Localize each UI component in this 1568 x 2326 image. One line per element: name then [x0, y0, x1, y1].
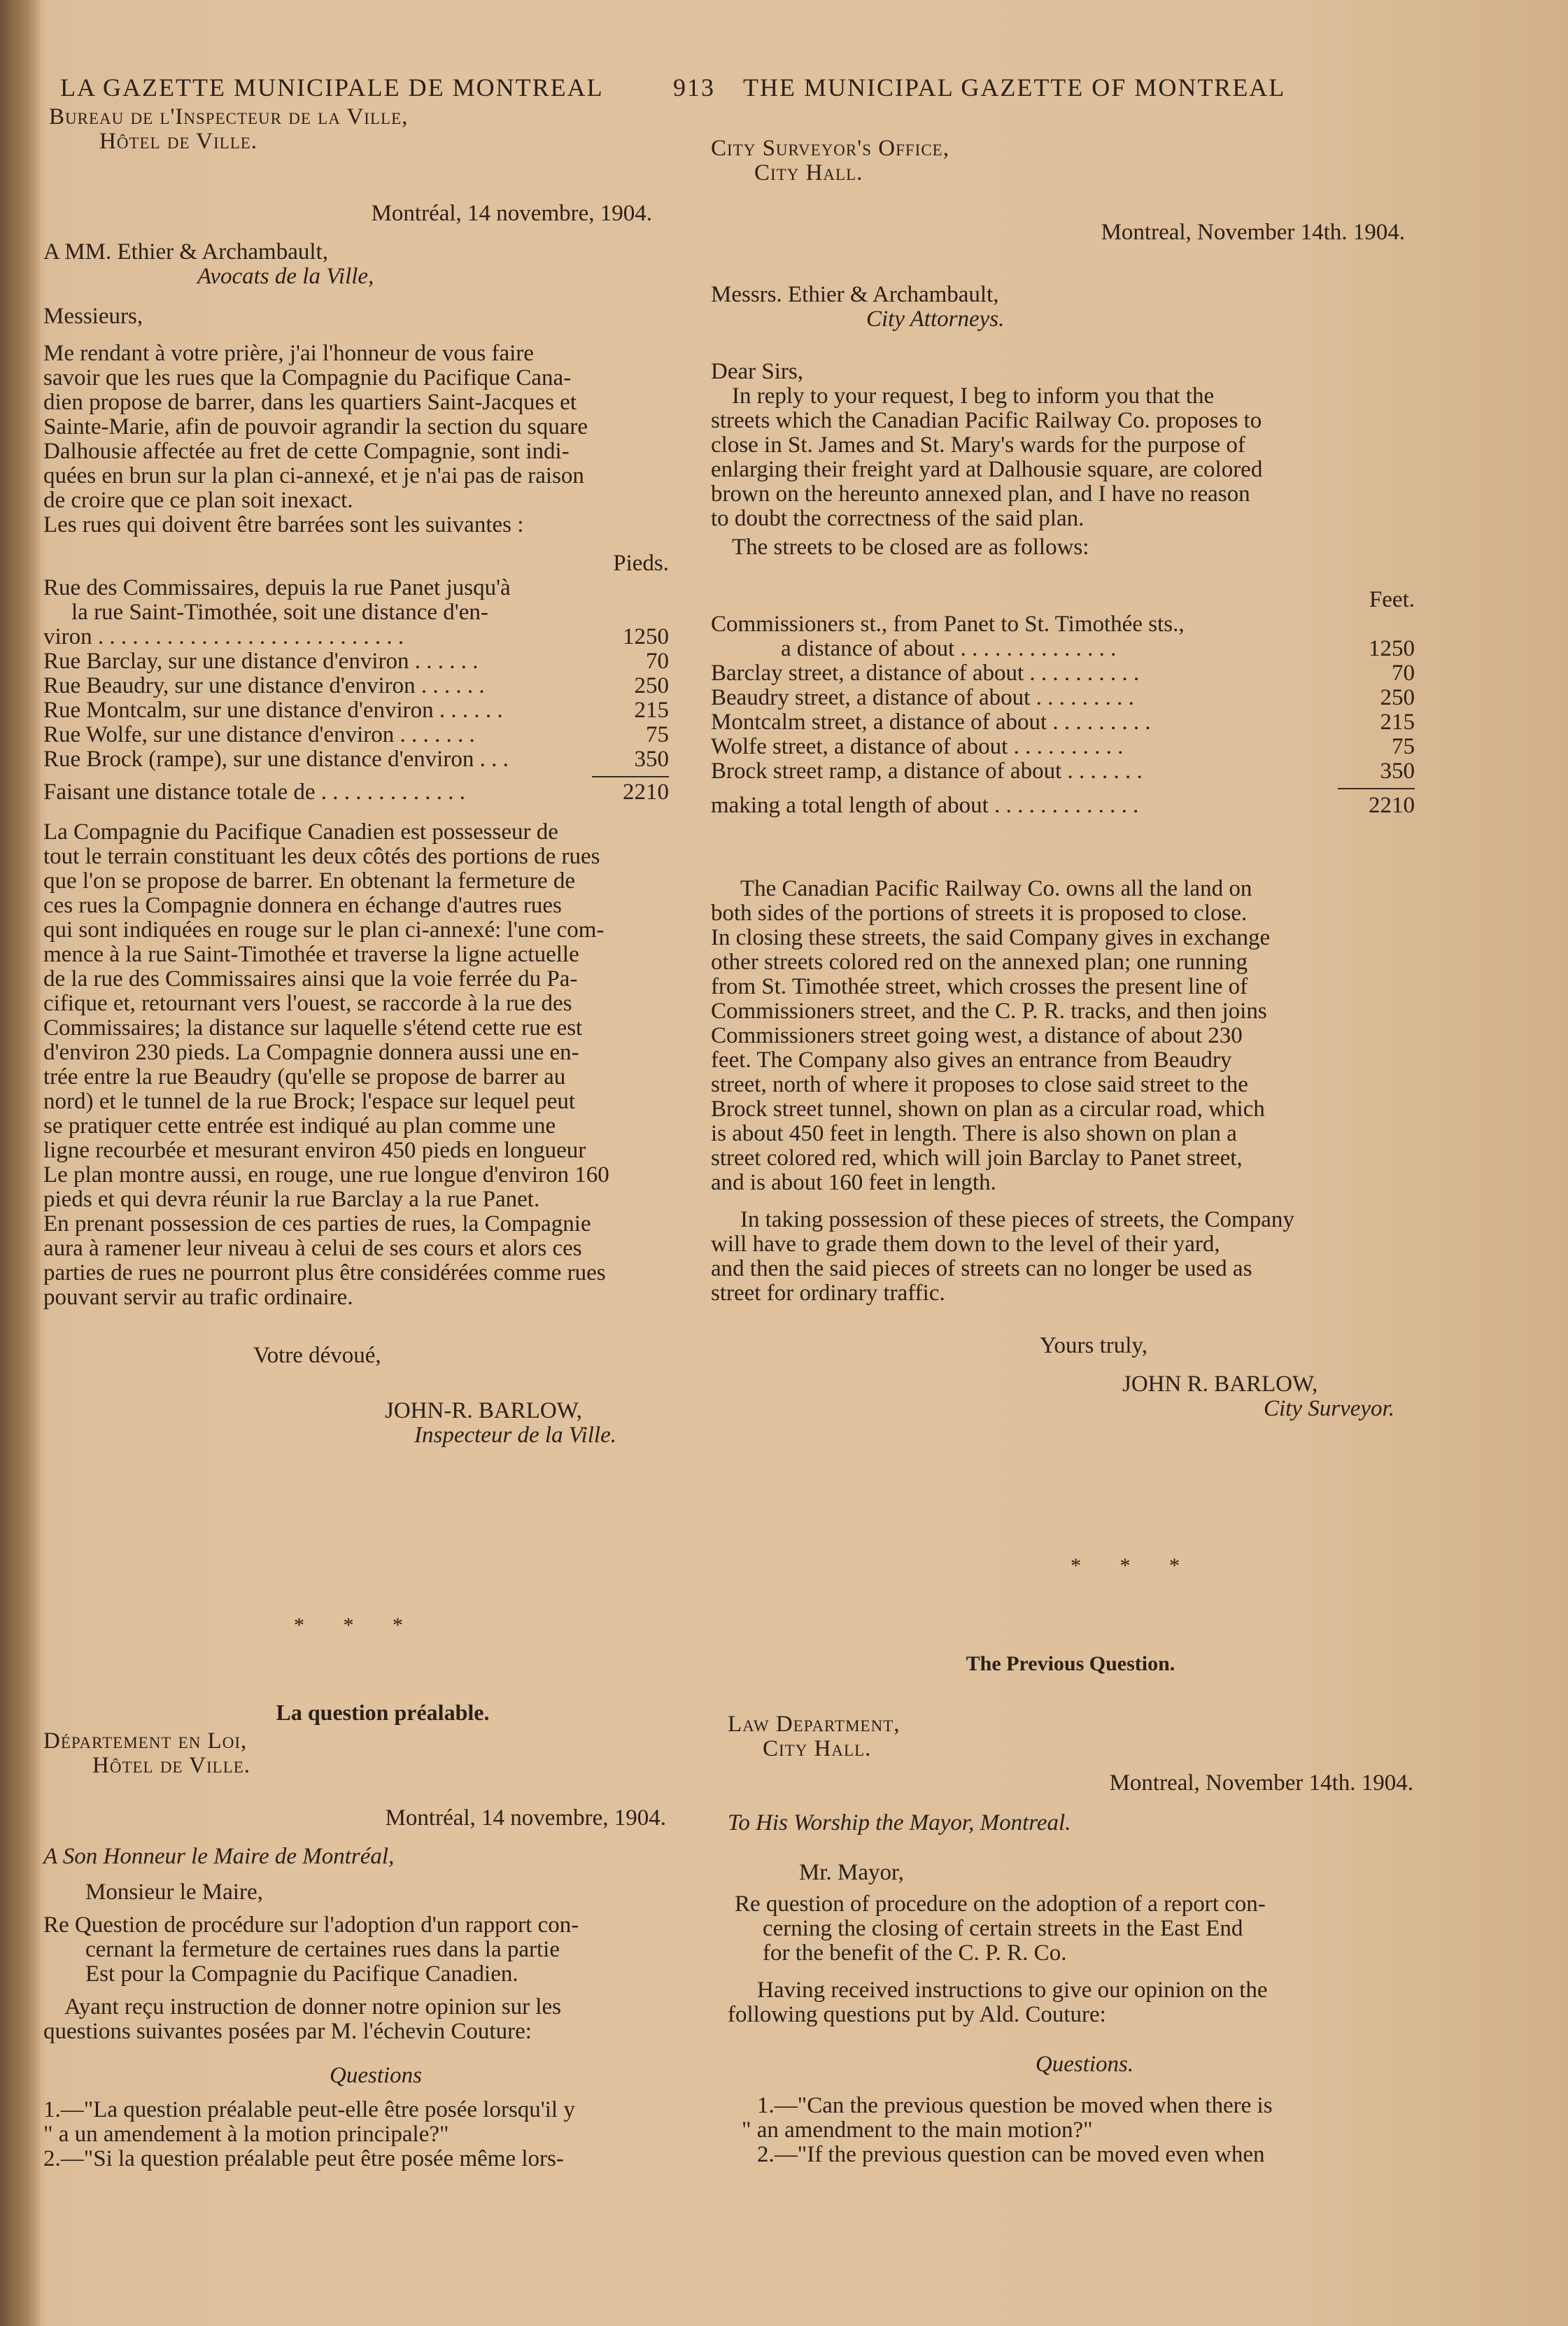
street-label: Rue Beaudry, sur une distance d'environ . . . . . .	[43, 673, 485, 698]
street-label: Wolfe street, a distance of about . . . . . . . . . .	[711, 734, 1124, 759]
text-line: street colored red, which will join Barclay to Panet street,	[711, 1146, 1243, 1171]
text-line: mence à la rue Saint-Timothée et traverse la ligne actuelle	[43, 942, 579, 967]
text-line: In taking possession of these pieces of streets, the Company	[740, 1207, 1294, 1232]
text-line: Commissioners street, and the C. P. R. tracks, and then joins	[711, 999, 1267, 1024]
text-line: Having received instructions to give our opinion on the	[757, 1978, 1268, 2003]
text-line: d'environ 230 pieds. La Compagnie donnera aussi une en-	[43, 1040, 579, 1065]
text-line: close in St. James and St. Mary's wards for the purpose of	[711, 432, 1245, 458]
street-label: Rue Wolfe, sur une distance d'environ . . . . . . .	[43, 722, 475, 747]
text-line: feet. The Company also gives an entrance from Beaudry	[711, 1048, 1232, 1073]
fr-question-salutation: Monsieur le Maire,	[85, 1880, 263, 1905]
text-line: Les rues qui doivent être barrées sont les suivantes :	[43, 512, 524, 537]
header-left: LA GAZETTE MUNICIPALE DE MONTREAL	[60, 73, 604, 101]
text-line: trée entre la rue Beaudry (qu'elle se propose de barrer au	[43, 1064, 566, 1090]
en-question-salutation: Mr. Mayor,	[799, 1860, 904, 1885]
fr-question	[43, 1700, 708, 2171]
street-distance: 75	[646, 722, 669, 747]
text-line: other streets colored red on the annexed plan; one running	[711, 950, 1248, 975]
text-line: cerning the closing of certain streets in the East End	[763, 1916, 1243, 1941]
text-line: and is about 160 feet in length.	[711, 1170, 996, 1195]
street-distance: 250	[1380, 685, 1415, 710]
text-line: for the benefit of the C. P. R. Co.	[763, 1940, 1067, 1966]
text-line: both sides of the portions of streets it is proposed to close.	[711, 901, 1248, 926]
fr-office-line: Hôtel de Ville.	[99, 129, 258, 154]
text-line: aura à ramener leur niveau à celui de ses cours et alors ces	[43, 1236, 582, 1261]
header-right: THE MUNICIPAL GAZETTE OF MONTREAL	[743, 73, 1286, 101]
text-line: En prenant possession de ces parties de rues, la Compagnie	[43, 1211, 591, 1236]
street-label: la rue Saint-Timothée, soit une distance d'en-	[71, 600, 488, 625]
text-line: Commissioners street going west, a distance of about 230	[711, 1023, 1243, 1048]
fr-questions-heading: Questions	[330, 2063, 422, 2088]
street-label: a distance of about . . . . . . . . . . . . . .	[781, 636, 1117, 661]
en-body2	[711, 877, 1422, 1195]
text-line: cernant la fermeture de certaines rues dans la partie	[85, 1937, 560, 1962]
text-line: enlarging their freight yard at Dalhousie square, are colored	[711, 457, 1263, 482]
en-unit: Feet.	[1369, 587, 1415, 612]
text-line: savoir que les rues que la Compagnie du Pacifique Cana-	[43, 365, 572, 390]
street-distance: 350	[634, 747, 669, 772]
en-question-office: Law Department,	[728, 1712, 900, 1737]
fr-question-heading: La question préalable.	[276, 1700, 490, 1725]
street-label: Commissioners st., from Panet to St. Timothée sts.,	[711, 612, 1185, 637]
en-question-date: Montreal, November 14th. 1904.	[1109, 1770, 1413, 1796]
text-line: se pratiquer cette entrée est indiqué au plan comme une	[43, 1113, 556, 1139]
text-line: and then the said pieces of streets can no longer be used as	[711, 1256, 1252, 1281]
en-addressee: Messrs. Ethier & Archambault,	[711, 282, 999, 307]
text-line: tout le terrain constituant les deux côtés des portions de rues	[43, 844, 600, 869]
fr-question-office: Hôtel de Ville.	[92, 1753, 251, 1778]
question-line: 2.—"If the previous question can be moved even when	[757, 2142, 1265, 2167]
fr-addressee-title: Avocats de la Ville,	[197, 264, 374, 289]
en-body3	[711, 1208, 1422, 1306]
street-distance: 75	[1392, 734, 1415, 759]
text-line: brown on the hereunto annexed plan, and I have no reason	[711, 481, 1250, 507]
separator: * * *	[294, 1614, 420, 1637]
fr-question-addressee: A Son Honneur le Maire de Montréal,	[43, 1844, 395, 1869]
en-closing: Yours truly,	[1040, 1333, 1148, 1358]
en-question-addressee: To His Worship the Mayor, Montreal.	[728, 1810, 1071, 1835]
street-distance: 250	[634, 673, 669, 698]
street-label: Beaudry street, a distance of about . . . . . . . . .	[711, 685, 1134, 710]
page-binding	[0, 0, 41, 2326]
text-line: que l'on se propose de barrer. En obtenant la fermeture de	[43, 868, 576, 894]
page-number: 913	[673, 73, 715, 101]
text-line: ces rues la Compagnie donnera en échange d'autres rues	[43, 893, 562, 918]
text-line: ligne recourbée et mesurant environ 450 pieds en longueur	[43, 1138, 586, 1163]
en-letter	[711, 136, 1422, 1421]
fr-date: Montréal, 14 novembre, 1904.	[371, 201, 652, 226]
fr-question-office: Département en Loi,	[43, 1728, 248, 1754]
text-line: de croire que ce plan soit inexact.	[43, 488, 353, 513]
text-line: Sainte-Marie, afin de pouvoir agrandir la section du square	[43, 414, 588, 439]
text-line: de la rue des Commissaires ainsi que la voie ferrée du Pa-	[43, 966, 578, 992]
text-line: pieds et qui devra réunir la rue Barclay a la rue Panet.	[43, 1187, 540, 1212]
text-line: questions suivantes posées par M. l'échevin Couture:	[43, 2019, 532, 2044]
fr-salutation: Messieurs,	[43, 304, 143, 329]
fr-signature: JOHN-R. BARLOW,	[385, 1398, 583, 1423]
fr-street-list	[43, 576, 680, 805]
fr-signature-title: Inspecteur de la Ville.	[414, 1423, 616, 1448]
question-line: " a un amendement à la motion principale?"	[43, 2122, 449, 2147]
fr-addressee: A MM. Ethier & Archambault,	[43, 239, 328, 265]
street-label: Rue des Commissaires, depuis la rue Panet jusqu'à	[43, 575, 511, 600]
text-line: quées en brun sur la plan ci-annexé, et je n'ai pas de raison	[43, 463, 584, 488]
street-distance: 215	[634, 698, 669, 723]
text-line: cifique et, retournant vers l'ouest, se raccorde à la rue des	[43, 991, 572, 1016]
total-distance: 2210	[623, 780, 669, 805]
text-line: from St. Timothée street, which crosses the present line of	[711, 974, 1248, 999]
street-label: Brock street ramp, a distance of about . . . . . . .	[711, 759, 1143, 784]
text-line: dien propose de barrer, dans les quartiers Saint-Jacques et	[43, 390, 577, 415]
fr-office-line: Bureau de l'Inspecteur de la Ville,	[49, 104, 409, 129]
street-label: Barclay street, a distance of about . . . . . . . . . .	[711, 661, 1140, 686]
text-line: The Canadian Pacific Railway Co. owns all the land on	[740, 876, 1252, 901]
street-distance: 215	[1380, 710, 1415, 735]
street-label: Montcalm street, a distance of about . . . . . . . . .	[711, 710, 1151, 735]
en-intro: The streets to be closed are as follows:	[732, 535, 1089, 560]
sum-rule	[592, 776, 669, 777]
en-question-office: City Hall.	[763, 1736, 872, 1761]
street-distance: 70	[1392, 661, 1415, 686]
question-line: 1.—"Can the previous question be moved when there is	[757, 2093, 1273, 2118]
question-line: " an amendment to the main motion?"	[742, 2117, 1093, 2143]
text-line: nord) et le tunnel de la rue Brock; l'espace sur lequel peut	[43, 1089, 576, 1114]
text-line: Ayant reçu instruction de donner notre opinion sur les	[64, 1994, 561, 2020]
separator: * * *	[1071, 1554, 1196, 1577]
question-line: 2.—"Si la question préalable peut être posée même lors-	[43, 2146, 564, 2171]
fr-unit: Pieds.	[613, 551, 669, 576]
text-line: Commissaires; la distance sur laquelle s'étend cette rue est	[43, 1015, 583, 1041]
en-addressee-title: City Attorneys.	[866, 306, 1005, 332]
text-line: pouvant servir au trafic ordinaire.	[43, 1285, 353, 1310]
en-date: Montreal, November 14th. 1904.	[1101, 220, 1405, 245]
text-line: Me rendant à votre prière, j'ai l'honneur de vous faire	[43, 341, 534, 366]
en-question-heading: The Previous Question.	[966, 1652, 1175, 1675]
question-line: 1.—"La question préalable peut-elle être posée lorsqu'il y	[43, 2097, 575, 2122]
text-line: following questions put by Ald. Couture:	[728, 2002, 1106, 2027]
street-distance: 1250	[623, 624, 669, 649]
text-line: Re Question de procédure sur l'adoption d'un rapport con-	[43, 1912, 579, 1938]
fr-body2	[43, 820, 680, 1310]
text-line: Brock street tunnel, shown on plan as a circular road, which	[711, 1097, 1265, 1122]
text-line: streets which the Canadian Pacific Railway Co. proposes to	[711, 408, 1262, 433]
text-line: Dalhousie affectée au fret de cette Compagnie, sont indi-	[43, 439, 570, 464]
en-questions-heading: Questions.	[1035, 2052, 1134, 2077]
en-street-list	[711, 612, 1422, 818]
en-office-line: City Hall.	[754, 160, 863, 185]
en-question	[728, 1651, 1441, 2167]
fr-letter	[43, 105, 680, 1448]
text-line: will have to grade them down to the level of their yard,	[711, 1232, 1220, 1257]
text-line: to doubt the correctness of the said plan.	[711, 506, 1085, 531]
text-line: street for ordinary traffic.	[711, 1281, 945, 1306]
en-office-line: City Surveyor's Office,	[711, 136, 949, 161]
street-distance: 350	[1380, 759, 1415, 784]
en-salutation: Dear Sirs,	[711, 359, 803, 384]
text-line: La Compagnie du Pacifique Canadien est possesseur de	[43, 819, 558, 845]
fr-question-date: Montréal, 14 novembre, 1904.	[385, 1805, 666, 1831]
sum-rule	[1338, 788, 1415, 789]
en-signature-title: City Surveyor.	[1264, 1396, 1394, 1421]
street-label: Rue Montcalm, sur une distance d'environ . . . . . .	[43, 698, 503, 723]
street-label: Rue Barclay, sur une distance d'environ . . . . . .	[43, 649, 479, 674]
en-signature: JOHN R. BARLOW,	[1122, 1372, 1318, 1397]
text-line: In reply to your request, I beg to inform you that the	[732, 383, 1215, 409]
text-line: parties de rues ne pourront plus être considérées comme rues	[43, 1260, 606, 1285]
text-line: Est pour la Compagnie du Pacifique Canadien.	[85, 1961, 518, 1987]
text-line: qui sont indiquées en rouge sur le plan ci-annexé: l'une com-	[43, 917, 605, 943]
total-distance: 2210	[1369, 793, 1415, 818]
street-label: Rue Brock (rampe), sur une distance d'environ . . .	[43, 747, 509, 772]
text-line: In closing these streets, the said Company gives in exchange	[711, 925, 1271, 950]
text-line: Re question of procedure on the adoption of a report con-	[735, 1891, 1266, 1917]
total-label: making a total length of about . . . . . . . . . . . . .	[711, 793, 1139, 818]
street-label: viron . . . . . . . . . . . . . . . . . . . . . . . . . . .	[43, 624, 404, 649]
street-distance: 1250	[1369, 636, 1415, 661]
text-line: street, north of where it proposes to close said street to the	[711, 1072, 1248, 1097]
street-distance: 70	[646, 649, 669, 674]
total-label: Faisant une distance totale de . . . . . . . . . . . . .	[43, 780, 466, 805]
fr-closing: Votre dévoué,	[253, 1343, 381, 1368]
text-line: is about 450 feet in length. There is also shown on plan a	[711, 1121, 1237, 1146]
text-line: Le plan montre aussi, en rouge, une rue longue d'environ 160	[43, 1162, 609, 1187]
